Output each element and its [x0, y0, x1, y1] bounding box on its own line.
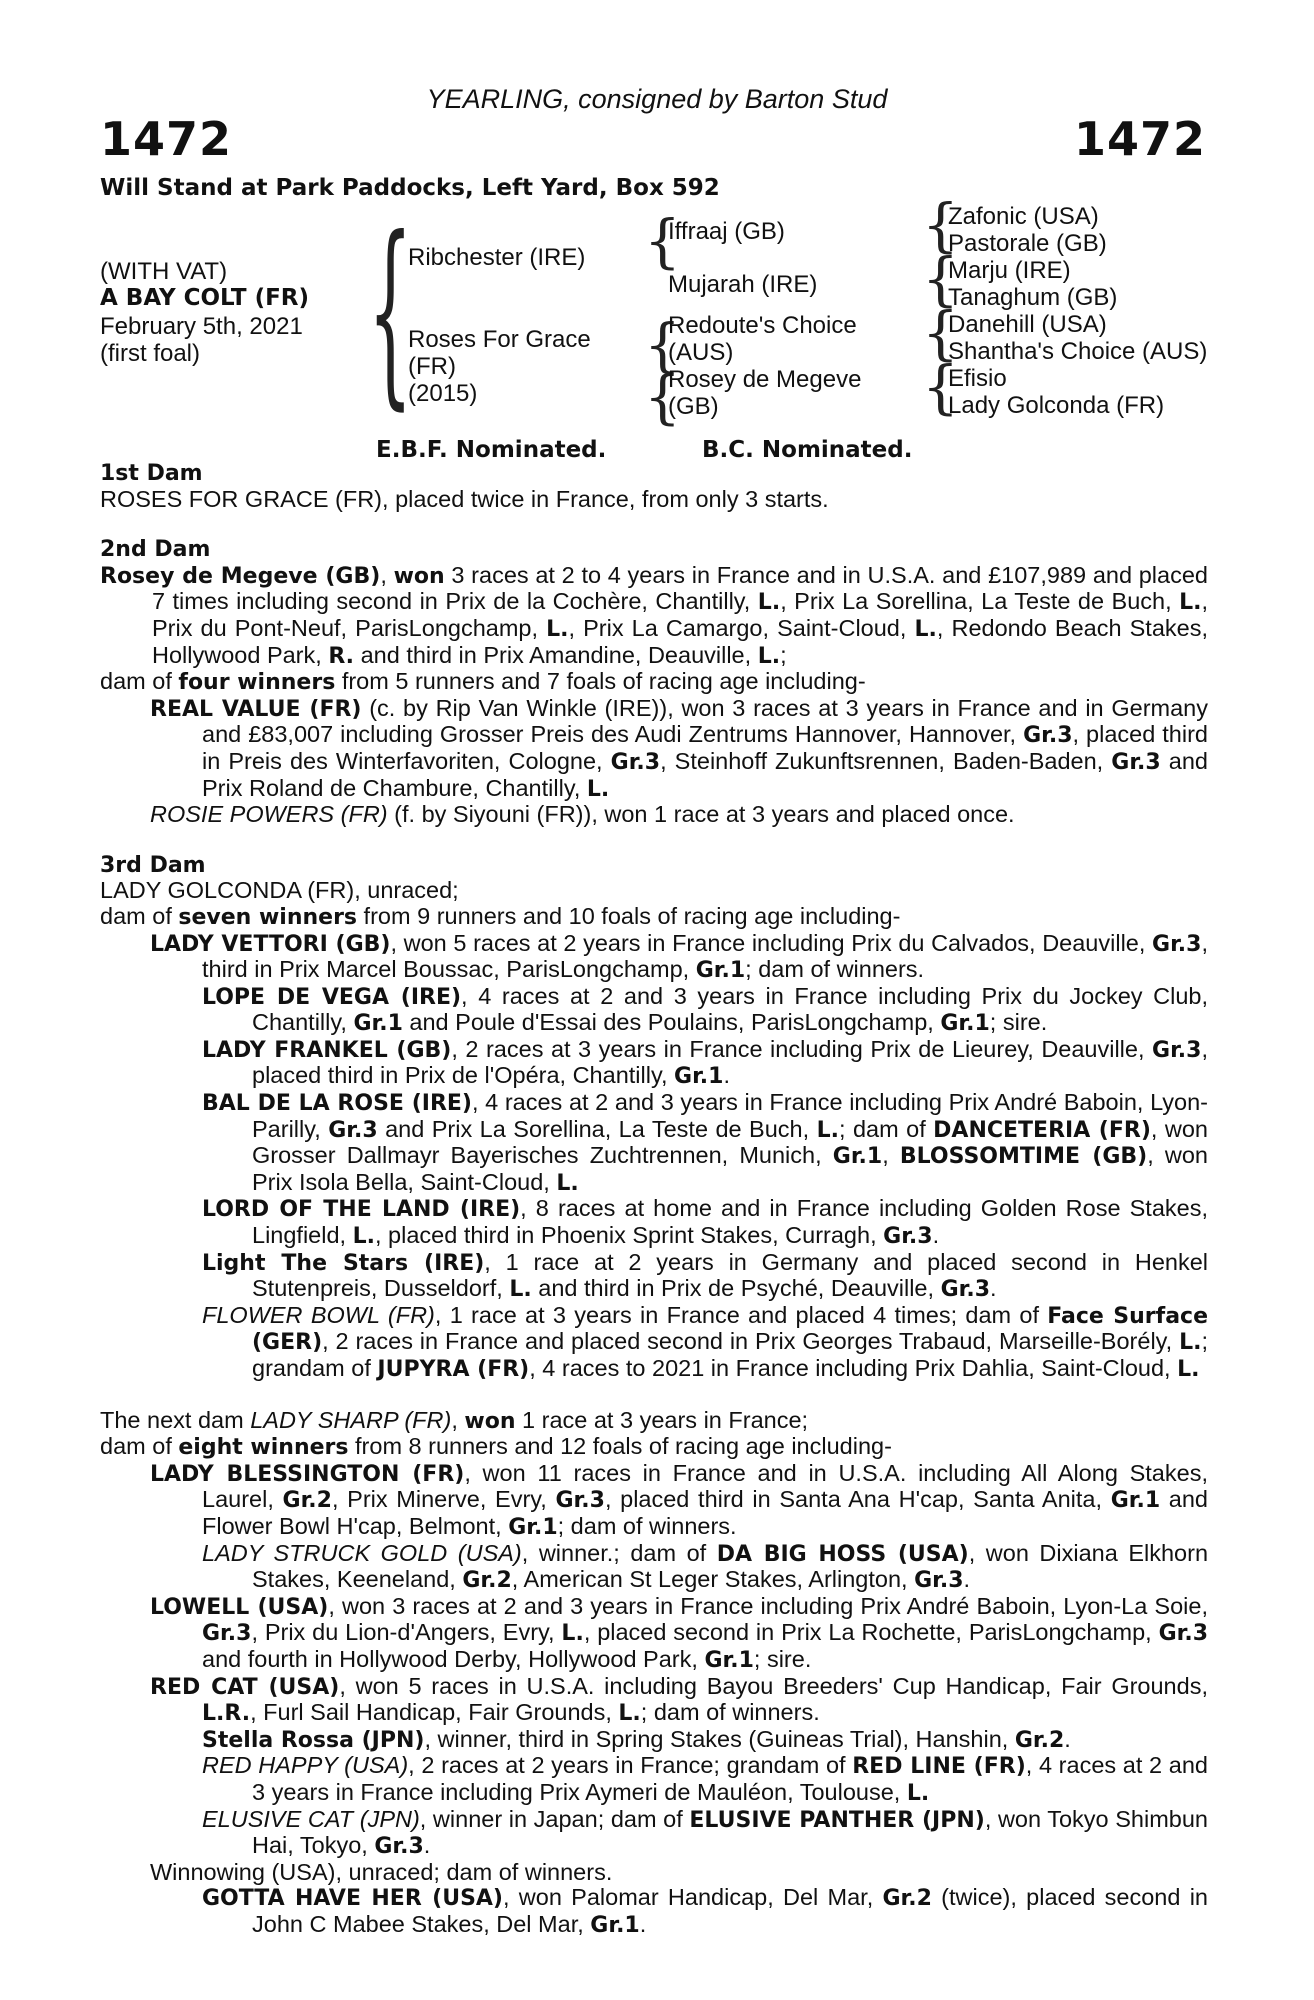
next-dam-text: The next dam LADY SHARP (FR), won 1 race at 3 years in France; [100, 1406, 809, 1434]
dam-sire-sire: Danehill (USA) [948, 311, 1107, 338]
dam-dam-dam: Lady Golconda (FR) [948, 392, 1165, 419]
horse-name: A BAY COLT (FR) [100, 285, 310, 311]
second-dam-heading: 2nd Dam [100, 537, 211, 563]
progeny-rosie-powers: ROSIE POWERS (FR) (f. by Siyouni (FR)), won 1 race at 3 years and placed once. [150, 801, 1015, 828]
lot-number-right: 1472 [1073, 112, 1206, 166]
second-dam-text: Rosey de Megeve (GB), won 3 races at 2 to 4 years in France and in U.S.A. and £107,989 and placed 7 times including second in Prix de la Cochère, Chantilly, L., Prix La Sorellina, La Teste de Buch, L., Prix du Pont-Neuf, ParisLongchamp, L., Prix La Camargo, Saint-Cloud, L., Redondo Beach Stakes, Hollywood Park, R. and third in Prix Amandine, Deauville, L.; [100, 561, 1208, 669]
pedigree-brace-main: { [368, 195, 413, 428]
dam-dam-line1: Rosey de Megeve [668, 366, 862, 393]
stand-location: Will Stand at Park Paddocks, Left Yard, Box 592 [100, 175, 720, 201]
catalogue-body [100, 461, 1208, 1938]
next-dam-produce-summary: dam of eight winners from 8 runners and 12 foals of racing age including- [100, 1433, 892, 1461]
first-dam-heading: 1st Dam [100, 461, 203, 486]
dam-brace-1: { [644, 311, 681, 379]
first-dam-text: ROSES FOR GRACE (FR), placed twice in France, from only 3 starts. [100, 485, 829, 512]
sire-sire-dam: Pastorale (GB) [948, 230, 1107, 257]
sire-sire-sire: Zafonic (USA) [948, 203, 1099, 230]
progeny-red-cat: RED CAT (USA), won 5 races in U.S.A. including Bayou Breeders' Cup Handicap, Fair Grounds, L.R., Furl Sail Handicap, Fair Grounds, L.; dam of winners. [150, 1672, 1208, 1727]
progeny-stella-rossa: Stella Rossa (JPN), winner, third in Spring Stakes (Guineas Trial), Hanshin, Gr.2. [202, 1725, 1071, 1753]
dam-dam-sire: Efisio [948, 365, 1007, 392]
sire-sire: Iffraaj (GB) [668, 218, 785, 245]
sire-brace: { [644, 207, 681, 275]
bc-nomination: B.C. Nominated. [702, 437, 913, 463]
dam-dam-line2: (GB) [668, 393, 719, 420]
progeny-real-value: REAL VALUE (FR) (c. by Rip Van Winkle (IRE)), won 3 races at 3 years in France and in Germany and £83,007 including Grosser Preis des Audi Zentrums Hannover, Hannover, Gr.3, placed third in Preis des Winterfavoriten, Cologne, Gr.3, Steinhoff Zukunftsrennen, Baden-Baden, Gr.3 and Prix Roland de Chambure, Chantilly, L. [150, 694, 1208, 802]
vat-note: (WITH VAT) [100, 258, 228, 285]
dam-name-line1: Roses For Grace [408, 326, 591, 353]
progeny-lady-frankel: LADY FRANKEL (GB), 2 races at 3 years in France including Prix de Lieurey, Deauville, Gr.3, placed third in Prix de l'Opéra, Chantilly, Gr.1. [202, 1035, 1208, 1090]
third-dam-text: LADY GOLCONDA (FR), unraced; [100, 877, 459, 904]
sire-dam-sire: Marju (IRE) [948, 257, 1071, 284]
dam-name-line2: (FR) [408, 353, 456, 380]
sire-dam-dam: Tanaghum (GB) [948, 284, 1118, 311]
progeny-elusive-cat: ELUSIVE CAT (JPN), winner in Japan; dam of ELUSIVE PANTHER (JPN), won Tokyo Shimbun Hai, Tokyo, Gr.3. [202, 1805, 1208, 1860]
dam-sire-line2: (AUS) [668, 339, 734, 366]
lot-number-left: 1472 [100, 112, 233, 166]
dam-year: (2015) [408, 380, 478, 407]
brace-dd: { [922, 353, 959, 421]
third-dam-produce-summary: dam of seven winners from 9 runners and 10 foals of racing age including- [100, 902, 901, 930]
dam-sire-dam: Shantha's Choice (AUS) [948, 338, 1208, 365]
dam-sire-line1: Redoute's Choice [668, 312, 857, 339]
ebf-nomination: E.B.F. Nominated. [376, 437, 607, 463]
progeny-winnowing: Winnowing (USA), unraced; dam of winners. [150, 1858, 613, 1885]
brace-ds: { [922, 299, 959, 367]
progeny-red-happy: RED HAPPY (USA), 2 races at 2 years in France; grandam of RED LINE (FR), 4 races at 2 and 3 years in France including Prix Aymeri de Mauléon, Toulouse, L. [202, 1752, 1208, 1806]
progeny-lady-vettori: LADY VETTORI (GB), won 5 races at 2 years in France including Prix du Calvados, Deauville, Gr.3, third in Prix Marcel Boussac, ParisLongchamp, Gr.1; dam of winners. [150, 929, 1208, 984]
sire-name: Ribchester (IRE) [408, 244, 586, 271]
brace-ss: { [922, 191, 959, 259]
progeny-light-the-stars: Light The Stars (IRE), 1 race at 2 years in Germany and placed second in Henkel Stutenpreis, Dusseldorf, L. and third in Prix de Psyché, Deauville, Gr.3. [202, 1248, 1208, 1303]
progeny-lady-struck-gold: LADY STRUCK GOLD (USA), winner.; dam of DA BIG HOSS (USA), won Dixiana Elkhorn Stakes, Keeneland, Gr.2, American St Leger Stakes, Arlington, Gr.3. [202, 1539, 1209, 1594]
consignment-line: YEARLING, consigned by Barton Stud [426, 84, 888, 114]
progeny-gotta-have-her: GOTTA HAVE HER (USA), won Palomar Handicap, Del Mar, Gr.2 (twice), placed second in John C Mabee Stakes, Del Mar, Gr.1. [202, 1884, 1208, 1938]
progeny-lord-of-the-land: LORD OF THE LAND (IRE), 8 races at home and in France including Golden Rose Stakes, Lingfield, L., placed third in Phoenix Sprint Stakes, Curragh, Gr.3. [202, 1195, 1208, 1250]
progeny-lowell: LOWELL (USA), won 3 races at 2 and 3 years in France including Prix André Baboin, Lyon-La Soie, Gr.3, Prix du Lion-d'Angers, Evry, L., placed second in Prix La Rochette, ParisLongchamp, Gr.3 and fourth in Hollywood Derby, Hollywood Park, Gr.1; sire. [150, 1592, 1208, 1673]
progeny-lady-blessington: LADY BLESSINGTON (FR), won 11 races in France and in U.S.A. including All Along Stakes, Laurel, Gr.2, Prix Minerve, Evry, Gr.3, placed third in Santa Ana H'cap, Santa Anita, Gr.1 and Flower Bowl H'cap, Belmont, Gr.1; dam of winners. [150, 1459, 1208, 1540]
third-dam-heading: 3rd Dam [100, 852, 206, 878]
progeny-bal-de-la-rose: BAL DE LA ROSE (IRE), 4 races at 2 and 3 years in France including Prix André Baboin, Lyon-Parilly, Gr.3 and Prix La Sorellina, La Teste de Buch, L.; dam of DANCETERIA (FR), won Grosser Dallmayr Bayerisches Zuchtrennen, Munich, Gr.1, BLOSSOMTIME (GB), won Prix Isola Bella, Saint-Cloud, L. [202, 1089, 1209, 1196]
progeny-flower-bowl: FLOWER BOWL (FR), 1 race at 3 years in France and placed 4 times; dam of Face Surface (GER), 2 races in France and placed second in Prix Georges Trabaud, Marseille-Borély, L.; grandam of JUPYRA (FR), 4 races to 2021 in France including Prix Dahlia, Saint-Cloud, L. [202, 1301, 1208, 1382]
progeny-lope-de-vega: LOPE DE VEGA (IRE), 4 races at 2 and 3 years in France including Prix du Jockey Club, Chantilly, Gr.1 and Poule d'Essai des Poulains, ParisLongchamp, Gr.1; sire. [202, 982, 1209, 1037]
sire-dam: Mujarah (IRE) [668, 271, 818, 298]
horse-dob: February 5th, 2021 [100, 313, 303, 340]
second-dam-produce-summary: dam of four winners from 5 runners and 7 foals of racing age including- [100, 668, 866, 696]
horse-foal-note: (first foal) [100, 340, 201, 367]
dam-brace-2: { [644, 363, 681, 431]
brace-sd: { [922, 245, 959, 313]
